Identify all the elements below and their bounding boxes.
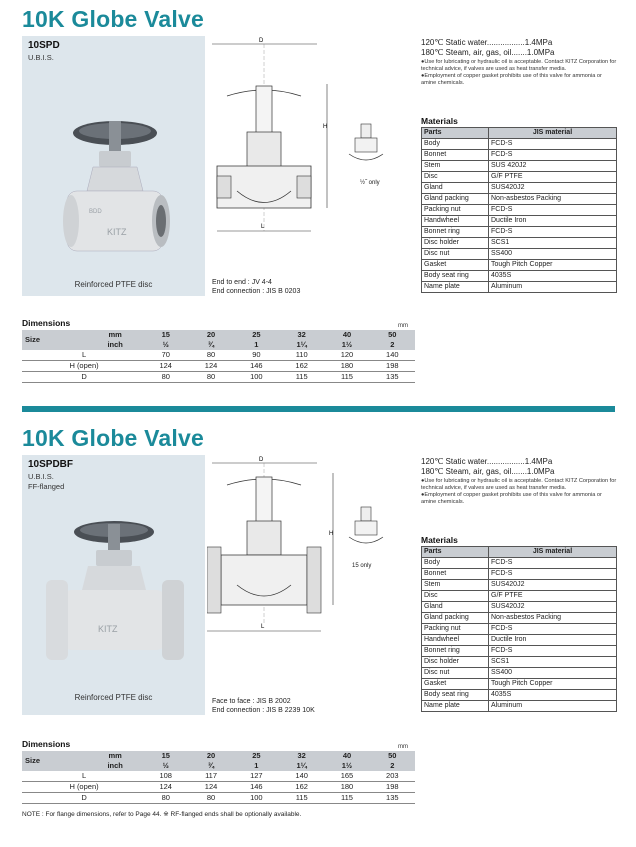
- material-part: Gland packing: [422, 194, 489, 205]
- dim-mm-label: mm: [87, 330, 143, 340]
- materials-row: [422, 701, 617, 712]
- end-to-end-line: End to end : JV 4-4: [212, 279, 272, 286]
- materials-row: [422, 249, 617, 260]
- dim-mm-value: 40: [324, 751, 369, 761]
- dim-value: 146: [234, 361, 279, 372]
- dim-value: 120: [324, 350, 369, 361]
- dim-row-label: H (open): [22, 361, 143, 372]
- dim-value: 162: [279, 361, 324, 372]
- materials-row: [422, 260, 617, 271]
- dim-value: 124: [143, 782, 188, 793]
- dimensions-unit: mm: [398, 323, 408, 329]
- model-subtitle: U.B.I.S.: [28, 472, 54, 481]
- material-part: Packing nut: [422, 205, 489, 216]
- dim-inch-value: ¾: [188, 761, 233, 771]
- model-code: 10SPDBF: [28, 459, 74, 470]
- dim-inch-value: 1½: [324, 340, 369, 350]
- materials-table: [421, 127, 617, 293]
- dim-row-label: H (open): [22, 782, 143, 793]
- dim-row-label: D: [22, 372, 143, 383]
- face-to-face-line: Face to face : JIS B 2002: [212, 698, 291, 705]
- materials-row: [422, 161, 617, 172]
- materials-row: [422, 646, 617, 657]
- dim-row: [22, 361, 415, 372]
- dim-inch-value: ½: [143, 761, 188, 771]
- dim-inch-value: 1¼: [279, 340, 324, 350]
- material-jis: SCS1: [489, 238, 617, 249]
- material-part: Disc nut: [422, 249, 489, 260]
- dim-mm-value: 15: [143, 330, 188, 340]
- model-code: 10SPD: [28, 40, 60, 51]
- dim-row: [22, 793, 415, 804]
- disc-label: Reinforced PTFE disc: [74, 693, 153, 702]
- material-part: Stem: [422, 161, 489, 172]
- dim-value: 198: [370, 361, 415, 372]
- dimensions-title: Dimensions: [22, 318, 71, 328]
- rating-steam: 180℃ Steam, air, gas, oil.......1.0MPa: [421, 467, 555, 476]
- material-jis: SUS420J2: [489, 602, 617, 613]
- material-jis: Non-asbestos Packing: [489, 194, 617, 205]
- dim-mm-value: 40: [324, 330, 369, 340]
- dim-value: 115: [324, 372, 369, 383]
- dim-value: 146: [234, 782, 279, 793]
- kitz-mark: KITZ: [107, 227, 127, 237]
- material-jis: FCD-S: [489, 205, 617, 216]
- dim-mm-value: 50: [370, 751, 415, 761]
- dim-inch-label: inch: [87, 761, 143, 771]
- footnote: NOTE : For flange dimensions, refer to Page 44. ※ RF-flanged ends shall be optionally available.: [22, 811, 302, 818]
- material-part: Body seat ring: [422, 690, 489, 701]
- dim-value: 70: [143, 350, 188, 361]
- materials-header-parts: Parts: [422, 547, 489, 558]
- materials-row: [422, 657, 617, 668]
- dim-value: 117: [188, 771, 233, 782]
- dim-row: [22, 782, 415, 793]
- material-part: Stem: [422, 580, 489, 591]
- dim-value: 180: [324, 361, 369, 372]
- product-photo-panel: [22, 455, 205, 715]
- dim-mm-value: 20: [188, 330, 233, 340]
- dim-value: 180: [324, 782, 369, 793]
- dim-row-label: L: [22, 771, 143, 782]
- material-jis: G/F PTFE: [489, 172, 617, 183]
- materials-row: [422, 602, 617, 613]
- materials-row: [422, 227, 617, 238]
- dim-row: [22, 372, 415, 383]
- dim-h-label: H: [323, 124, 328, 130]
- material-part: Bonnet ring: [422, 227, 489, 238]
- material-jis: Ductile Iron: [489, 216, 617, 227]
- materials-row: [422, 150, 617, 161]
- dim-mm-value: 25: [234, 751, 279, 761]
- dim-value: 124: [188, 361, 233, 372]
- material-part: Disc holder: [422, 657, 489, 668]
- materials-row: [422, 216, 617, 227]
- dim-value: 140: [370, 350, 415, 361]
- valve-cross-section-drawing: [207, 36, 412, 236]
- dim-value: 80: [143, 372, 188, 383]
- bdd-mark: BDD: [89, 209, 102, 215]
- rating-water: 120℃ Static water.................1.4MPa: [421, 457, 553, 466]
- model-subtitle: U.B.I.S.: [28, 53, 54, 62]
- material-part: Handwheel: [422, 635, 489, 646]
- dim-value: 80: [188, 372, 233, 383]
- dimensions-unit: mm: [398, 744, 408, 750]
- dim-mm-value: 32: [279, 751, 324, 761]
- dim-value: 162: [279, 782, 324, 793]
- material-jis: FCD-S: [489, 646, 617, 657]
- note-lubricating: ●Use for lubricating or hydraulic oil is acceptable. Contact KITZ Corporation for technical advice, if valves are used as heat transfer media.: [421, 59, 617, 72]
- dim-inch-value: 1: [234, 340, 279, 350]
- materials-row: [422, 271, 617, 282]
- dim-value: 198: [370, 782, 415, 793]
- material-part: Body: [422, 558, 489, 569]
- valve-photo: [42, 510, 192, 690]
- dim-value: 115: [324, 793, 369, 804]
- dim-mm-value: 15: [143, 751, 188, 761]
- dim-inch-value: 1: [234, 761, 279, 771]
- kitz-mark: KITZ: [98, 624, 118, 634]
- dimensions-table: [22, 751, 415, 804]
- material-jis: G/F PTFE: [489, 591, 617, 602]
- page-title: 10K Globe Valve: [22, 6, 204, 32]
- detail-note: 15 only: [352, 563, 372, 569]
- dim-value: 165: [324, 771, 369, 782]
- dim-mm-value: 32: [279, 330, 324, 340]
- dim-header-mm-row: [22, 330, 415, 340]
- dim-mm-label: mm: [87, 751, 143, 761]
- materials-table: [421, 546, 617, 712]
- dim-d-label: D: [259, 457, 264, 463]
- materials-title: Materials: [421, 535, 458, 545]
- material-jis: SUS 420J2: [489, 161, 617, 172]
- dim-l-label: L: [261, 224, 265, 230]
- material-jis: Tough Pitch Copper: [489, 679, 617, 690]
- dim-inch-value: ¾: [188, 340, 233, 350]
- material-jis: SUS420J2: [489, 183, 617, 194]
- dim-inch-label: inch: [87, 340, 143, 350]
- material-part: Disc: [422, 172, 489, 183]
- dim-mm-value: 20: [188, 751, 233, 761]
- note-copper-gasket: ●Employment of copper gasket prohibits use of this valve for ammonia or amine chemicals.: [421, 492, 602, 505]
- dim-value: 115: [279, 372, 324, 383]
- material-jis: SS400: [489, 249, 617, 260]
- rating-steam: 180℃ Steam, air, gas, oil.......1.0MPa: [421, 48, 555, 57]
- disc-label: Reinforced PTFE disc: [74, 280, 153, 289]
- detail-note: ½˝ only: [360, 180, 380, 186]
- section-divider: [22, 406, 615, 412]
- rating-water: 120℃ Static water.................1.4MPa: [421, 38, 553, 47]
- pressure-ratings: [421, 38, 617, 86]
- materials-row: [422, 569, 617, 580]
- material-jis: FCD-S: [489, 150, 617, 161]
- material-jis: SUS420J2: [489, 580, 617, 591]
- material-jis: FCD-S: [489, 624, 617, 635]
- dim-value: 80: [143, 793, 188, 804]
- materials-row: [422, 139, 617, 150]
- materials-row: [422, 668, 617, 679]
- materials-row: [422, 591, 617, 602]
- dim-value: 124: [188, 782, 233, 793]
- material-part: Gland packing: [422, 613, 489, 624]
- material-jis: FCD-S: [489, 139, 617, 150]
- material-part: Packing nut: [422, 624, 489, 635]
- materials-row: [422, 580, 617, 591]
- material-jis: 4035S: [489, 690, 617, 701]
- material-jis: Non-asbestos Packing: [489, 613, 617, 624]
- pressure-ratings: [421, 457, 617, 505]
- dim-value: 110: [279, 350, 324, 361]
- dim-inch-value: 1½: [324, 761, 369, 771]
- material-part: Gland: [422, 602, 489, 613]
- dim-value: 135: [370, 793, 415, 804]
- dim-row: [22, 771, 415, 782]
- materials-header-jis: JIS material: [489, 547, 617, 558]
- dim-inch-value: 2: [370, 340, 415, 350]
- materials-row: [422, 613, 617, 624]
- dim-size-label: Size: [22, 751, 87, 771]
- product-photo-panel: [22, 36, 205, 296]
- material-part: Gland: [422, 183, 489, 194]
- dim-value: 135: [370, 372, 415, 383]
- material-jis: FCD-S: [489, 227, 617, 238]
- material-jis: Ductile Iron: [489, 635, 617, 646]
- material-part: Name plate: [422, 282, 489, 293]
- material-part: Bonnet: [422, 569, 489, 580]
- materials-header-parts: Parts: [422, 128, 489, 139]
- dim-value: 100: [234, 793, 279, 804]
- dimensions-title: Dimensions: [22, 739, 71, 749]
- materials-row: [422, 172, 617, 183]
- dim-value: 90: [234, 350, 279, 361]
- material-jis: FCD-S: [489, 558, 617, 569]
- materials-row: [422, 690, 617, 701]
- dim-row: [22, 350, 415, 361]
- material-jis: Aluminum: [489, 282, 617, 293]
- material-part: Bonnet ring: [422, 646, 489, 657]
- material-part: Disc: [422, 591, 489, 602]
- dim-inch-value: ½: [143, 340, 188, 350]
- dim-d-label: D: [259, 38, 264, 44]
- dim-value: 203: [370, 771, 415, 782]
- valve-cross-section-drawing: [207, 455, 412, 655]
- materials-row: [422, 679, 617, 690]
- dim-header-mm-row: [22, 751, 415, 761]
- dim-value: 80: [188, 793, 233, 804]
- dim-h-label: H: [329, 531, 334, 537]
- model-subtitle-ff: FF-flanged: [28, 482, 65, 491]
- material-jis: FCD-S: [489, 569, 617, 580]
- material-part: Handwheel: [422, 216, 489, 227]
- material-part: Gasket: [422, 679, 489, 690]
- dim-value: 80: [188, 350, 233, 361]
- material-part: Bonnet: [422, 150, 489, 161]
- dim-size-label: Size: [22, 330, 87, 350]
- materials-row: [422, 194, 617, 205]
- dim-value: 124: [143, 361, 188, 372]
- material-jis: SS400: [489, 668, 617, 679]
- materials-row: [422, 183, 617, 194]
- material-jis: SCS1: [489, 657, 617, 668]
- materials-row: [422, 205, 617, 216]
- material-part: Disc holder: [422, 238, 489, 249]
- material-part: Name plate: [422, 701, 489, 712]
- dim-l-label: L: [261, 624, 265, 630]
- dim-value: 140: [279, 771, 324, 782]
- dim-value: 100: [234, 372, 279, 383]
- material-jis: Aluminum: [489, 701, 617, 712]
- material-jis: 4035S: [489, 271, 617, 282]
- materials-row: [422, 282, 617, 293]
- materials-title: Materials: [421, 116, 458, 126]
- end-connection-line: End connection : JIS B 0203: [212, 288, 301, 295]
- materials-row: [422, 238, 617, 249]
- dim-inch-value: 2: [370, 761, 415, 771]
- page-title: 10K Globe Valve: [22, 425, 204, 451]
- dim-mm-value: 50: [370, 330, 415, 340]
- dim-value: 115: [279, 793, 324, 804]
- valve-photo: [57, 91, 177, 281]
- materials-row: [422, 635, 617, 646]
- dim-value: 127: [234, 771, 279, 782]
- material-part: Body: [422, 139, 489, 150]
- materials-row: [422, 624, 617, 635]
- dim-inch-value: 1¼: [279, 761, 324, 771]
- end-connection-line: End connection : JIS B 2239 10K: [212, 707, 315, 714]
- material-part: Gasket: [422, 260, 489, 271]
- dim-value: 108: [143, 771, 188, 782]
- material-jis: Tough Pitch Copper: [489, 260, 617, 271]
- dim-row-label: D: [22, 793, 143, 804]
- note-copper-gasket: ●Employment of copper gasket prohibits use of this valve for ammonia or amine chemicals.: [421, 73, 602, 86]
- material-part: Disc nut: [422, 668, 489, 679]
- materials-header-jis: JIS material: [489, 128, 617, 139]
- materials-row: [422, 558, 617, 569]
- dimensions-table: [22, 330, 415, 383]
- dim-row-label: L: [22, 350, 143, 361]
- note-lubricating: ●Use for lubricating or hydraulic oil is acceptable. Contact KITZ Corporation for technical advice, if valves are used as heat transfer media.: [421, 478, 617, 491]
- material-part: Body seat ring: [422, 271, 489, 282]
- dim-mm-value: 25: [234, 330, 279, 340]
